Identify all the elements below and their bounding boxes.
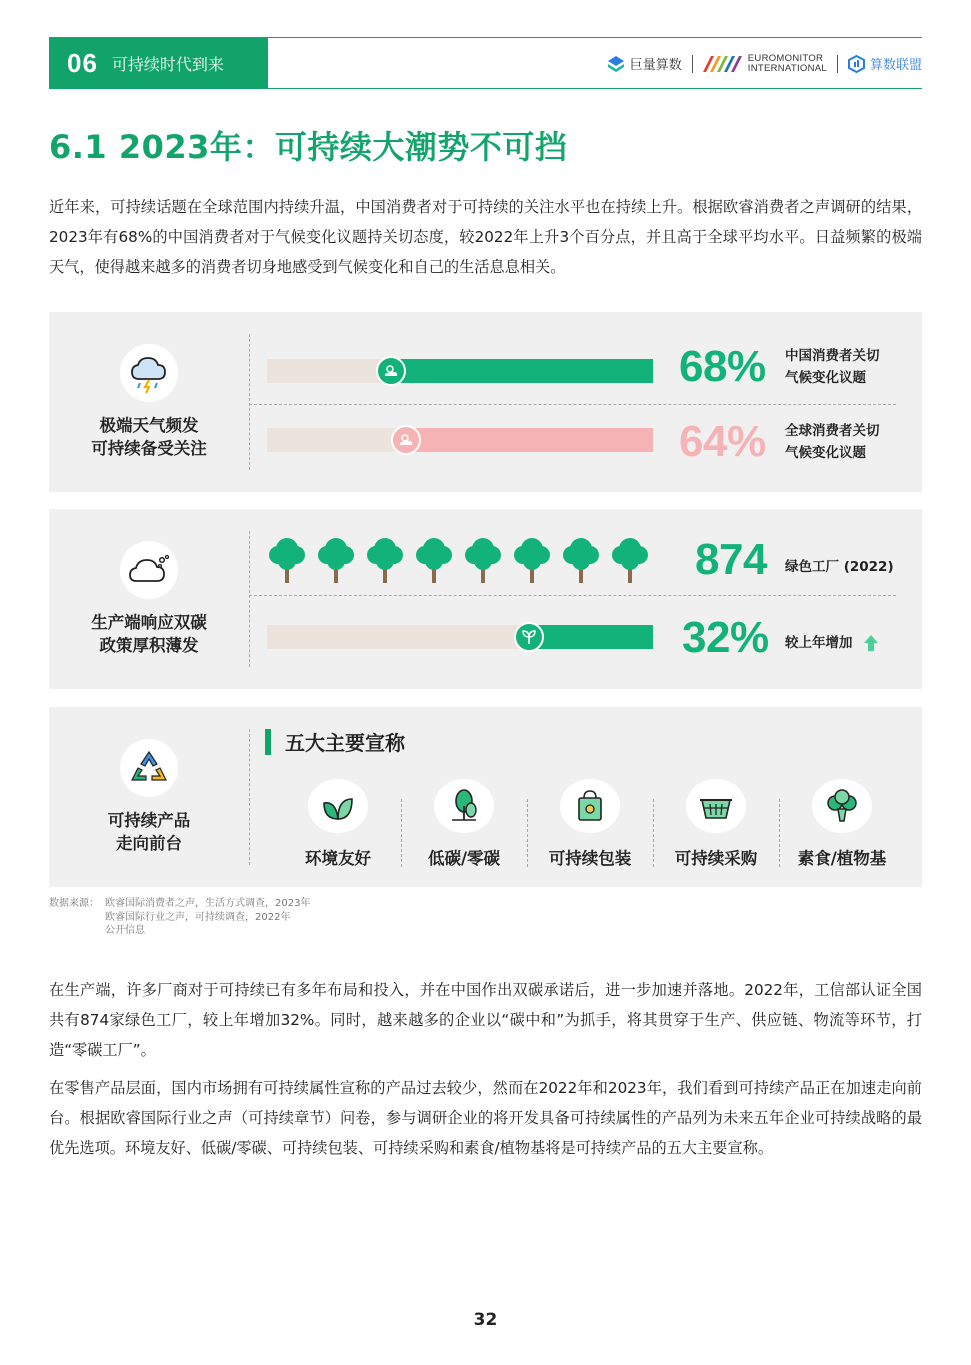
intro-paragraph: 近年来，可持续话题在全球范围内持续升温，中国消费者对于可持续的关注水平也在持续上升。根据欧睿消费者之声调研的结果，2023年有68%的中国消费者对于气候变化议题持关切态度，较2022年上升3个百分点，并且高于全球平均水平。日益频繁的极端天气，使得越来越多的消费者切身地感受到气候变化和自己的生活息息相关。 [49,198,922,276]
page-number: 32 [473,1310,498,1330]
tree-icon [414,537,454,585]
claim-item [779,779,905,869]
arrow-up-icon [863,634,879,652]
china-concern-label-line2: 气候变化议题 [785,370,866,386]
juliang-logo-icon [607,55,625,73]
panel1-row-divider [249,404,896,405]
tree-icon [463,537,503,585]
growth-bar [267,625,653,649]
euromonitor-line2: INTERNATIONAL [747,62,827,74]
panel1-heading [49,312,249,492]
tree-pictogram [267,537,650,585]
claim-label: 可持续采购 [674,849,758,868]
page-header [49,37,922,89]
global-concern-label-line2: 气候变化议题 [785,445,866,461]
global-concern-label [785,420,880,464]
leaves-icon [308,779,368,833]
euromonitor-logo [703,54,827,74]
heading-accent-bar [265,729,271,755]
green-factory-label: 绿色工厂 (2022) [785,559,894,575]
logo-divider [837,55,838,73]
panel2-label-line1: 生产端响应双碳 [91,613,207,632]
package-icon [560,779,620,833]
recycle-icon [120,739,178,797]
tree-icon [365,537,405,585]
claim-label: 素食/植物基 [797,849,887,868]
logo-divider [692,55,693,73]
source-key: 数据来源： [49,898,99,909]
panel3-label-line2: 走向前台 [116,834,182,853]
tree-icon [610,537,650,585]
euromonitor-logo-icon [703,56,743,72]
data-source [49,897,310,938]
tree-icon [267,537,307,585]
panel2-label-line2: 政策厚积薄发 [99,636,199,655]
source-line: 欧睿国际消费者之声，生活方式调查，2023年 [105,898,311,909]
juliang-logo [607,54,682,73]
claim-item [653,779,779,869]
bar-fill [406,428,653,452]
shuju-logo-text: 算数联盟 [869,58,922,73]
partner-logos [607,38,922,89]
china-concern-label-line1: 中国消费者关切 [785,348,880,364]
panel3-heading [49,707,249,887]
juliang-logo-text: 巨量算数 [629,58,682,73]
sprout-icon [514,622,544,652]
retail-paragraph: 在零售产品层面，国内市场拥有可持续属性宣称的产品过去较少，然而在2022年和2023年，我们看到可持续产品正在加速走向前台。根据欧睿国际行业之声（可持续章节）问卷，参与调研企业的将开发具备可持续属性的产品列为未来五年企业可持续战略的最优先选项。环境友好、低碳/零碳、可持续包装、可持续采购和素食/植物基将是可持续产品的五大主要宣称。 [49,1079,922,1157]
euromonitor-line1: EUROMONITOR [747,52,824,64]
growth-value: 32% [682,613,769,662]
sustainable-claims-panel [49,707,922,887]
global-concern-value: 64% [679,417,766,466]
tree-icon [316,537,356,585]
bar-fill [391,359,653,383]
chapter-tab [49,38,268,89]
sun-cloud-icon [376,356,406,386]
source-line: 欧睿国际行业之声，可持续调查，2022年 [105,911,291,923]
chapter-title: 可持续时代到来 [111,55,224,74]
growth-label-wrap [785,632,879,654]
source-line: 公开信息 [105,925,145,936]
storm-cloud-icon [120,344,178,402]
section-title: 6.1 2023年：可持续大潮势不可挡 [49,128,568,166]
broccoli-icon [812,779,872,833]
panel2-row-divider [249,595,896,596]
claims-list [275,779,905,869]
tree-icon [434,779,494,833]
panel1-divider [249,334,250,470]
cloud-icon [120,541,178,599]
bar-fill [529,625,653,649]
green-factory-panel [49,509,922,689]
global-concern-label-line1: 全球消费者关切 [785,423,880,439]
panel2-divider [249,531,250,667]
tree-icon [512,537,552,585]
global-concern-bar [267,428,653,452]
panel1-label-line2: 可持续备受关注 [91,439,207,458]
panel3-label-line1: 可持续产品 [107,811,191,830]
tree-icon [561,537,601,585]
claim-item [527,779,653,869]
claim-label: 环境友好 [305,849,371,868]
claims-title: 五大主要宣称 [285,731,405,755]
climate-concern-panel [49,312,922,492]
shuju-logo [848,54,922,73]
growth-label: 较上年增加 [785,635,853,651]
claim-item [401,779,527,869]
panel3-divider [249,729,250,865]
shuju-logo-icon [848,55,865,73]
china-concern-label [785,345,880,389]
basket-icon [686,779,746,833]
china-concern-bar [267,359,653,383]
green-factory-value: 874 [695,535,767,584]
claim-label: 低碳/零碳 [427,849,501,868]
sun-cloud-icon [391,425,421,455]
chapter-number: 06 [67,48,98,78]
claim-label: 可持续包装 [548,849,632,868]
panel1-label-line1: 极端天气频发 [99,416,199,435]
claim-item [275,779,401,869]
china-concern-value: 68% [679,342,766,391]
panel2-heading [49,509,249,689]
claims-heading [265,727,405,756]
production-paragraph: 在生产端，许多厂商对于可持续已有多年布局和投入，并在中国作出双碳承诺后，进一步加速并落地。2022年，工信部认证全国共有874家绿色工厂，较上年增加32%。同时，越来越多的企业以“碳中和”为抓手，将其贯穿于生产、供应链、物流等环节，打造“零碳工厂”。 [49,981,922,1059]
